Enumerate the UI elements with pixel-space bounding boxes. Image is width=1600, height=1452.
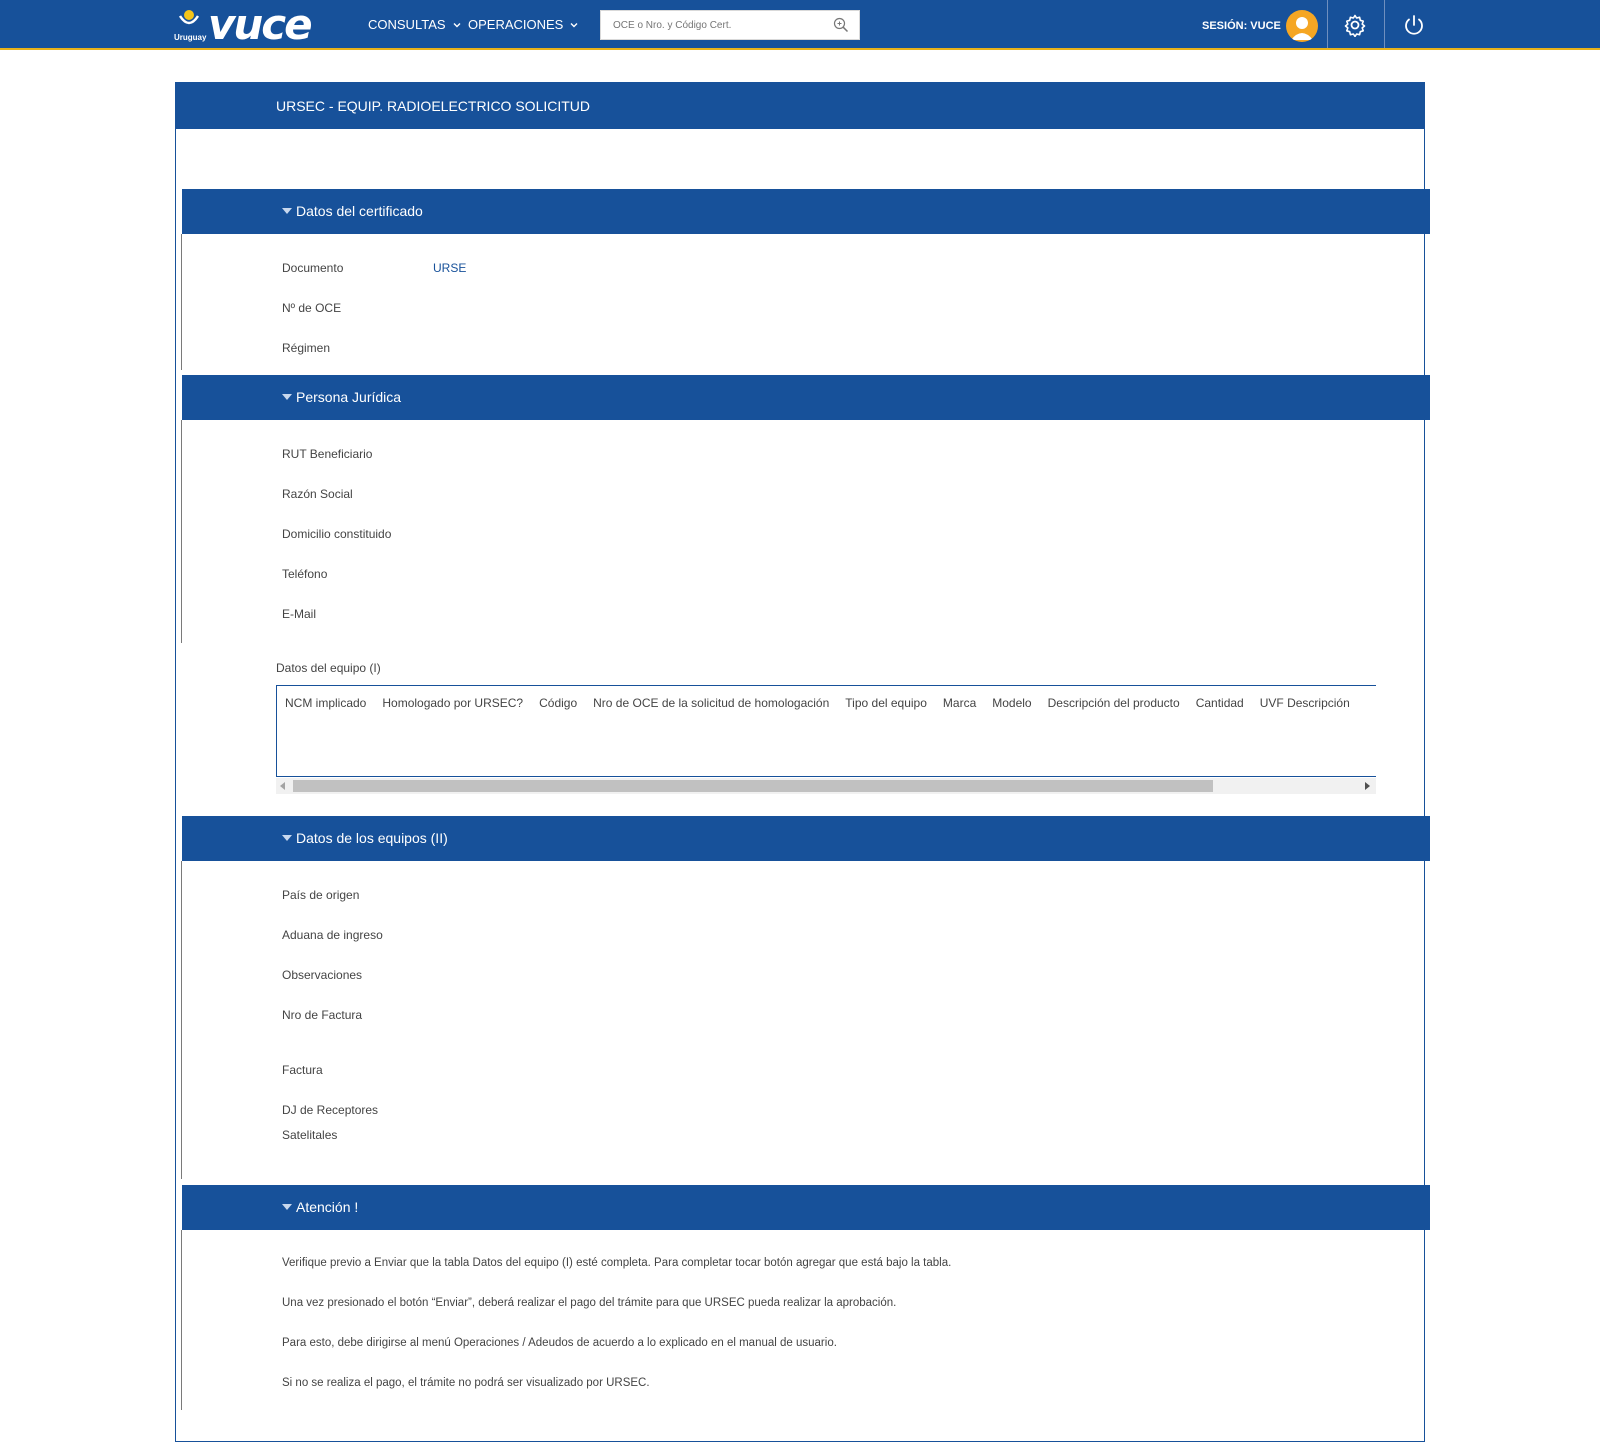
column-header[interactable]: UVF Descripción [1259, 696, 1350, 710]
field-label-pais-origen: País de origen [282, 888, 360, 902]
table-horizontal-scrollbar[interactable] [276, 778, 1376, 794]
field-label-email: E-Mail [282, 607, 317, 621]
column-header[interactable]: Código [539, 696, 578, 710]
user-avatar[interactable] [1286, 10, 1318, 42]
form-container [175, 82, 1425, 1442]
notice-line: Si no se realiza el pago, el trámite no podrá ser visualizado por URSEC. [282, 1377, 650, 1389]
field-label-oce: Nº de OCE [282, 301, 342, 315]
scroll-left-icon[interactable] [280, 782, 285, 790]
search-icon[interactable] [833, 17, 849, 33]
section-divider [181, 861, 182, 1179]
section-divider [181, 234, 182, 370]
gear-icon[interactable] [1343, 13, 1367, 37]
section-title: Datos de los equipos (II) [296, 830, 448, 846]
menu-consultas[interactable] [368, 17, 462, 32]
section-title: Datos del certificado [296, 203, 423, 219]
notice-line: Verifique previo a Enviar que la tabla Datos del equipo (I) esté completa. Para completar tocar botón agregar que está bajo la tabla. [282, 1257, 952, 1269]
caret-down-icon [282, 1204, 292, 1210]
field-label-telefono: Teléfono [282, 567, 328, 581]
field-value-documento: URSE [433, 261, 467, 275]
equipo-table [276, 685, 1376, 777]
column-header[interactable]: Cantidad [1195, 696, 1244, 710]
field-label-nro-factura: Nro de Factura [282, 1008, 363, 1022]
column-header[interactable]: Marca [942, 696, 977, 710]
top-navbar [0, 0, 1600, 50]
notice-line: Para esto, debe dirigirse al menú Operaciones / Adeudos de acuerdo a lo explicado en el manual de usuario. [282, 1337, 837, 1349]
scrollbar-thumb[interactable] [293, 780, 1213, 792]
section-divider [181, 420, 182, 643]
caret-down-icon [282, 835, 292, 841]
equipo-table-title: Datos del equipo (I) [276, 661, 381, 675]
search-input[interactable] [601, 11, 821, 39]
logo-country: Uruguay [174, 33, 207, 42]
chevron-down-icon [452, 20, 462, 30]
page-header [176, 83, 1424, 129]
section-equipos2-header[interactable] [182, 816, 1430, 861]
user-icon [1286, 10, 1318, 42]
section-title: Persona Jurídica [296, 389, 402, 405]
field-label-documento: Documento [282, 261, 344, 275]
column-header[interactable]: Tipo del equipo [845, 696, 927, 710]
field-label-satelitales: Satelitales [282, 1128, 338, 1142]
menu-operaciones[interactable] [468, 17, 579, 32]
page-title: URSEC - EQUIP. RADIOELECTRICO SOLICITUD [276, 98, 591, 114]
menu-operaciones-label: OPERACIONES [468, 17, 564, 32]
field-label-razon-social: Razón Social [282, 487, 353, 501]
session-label: SESIÓN: VUCE [1202, 20, 1281, 32]
logo-brand: vuce [208, 0, 311, 49]
field-label-rut: RUT Beneficiario [282, 447, 373, 461]
chevron-down-icon [569, 20, 579, 30]
field-label-regimen: Régimen [282, 341, 331, 355]
section-title: Atención ! [296, 1199, 359, 1215]
column-header[interactable]: Descripción del producto [1047, 696, 1180, 710]
vuce-logo[interactable] [172, 0, 322, 49]
nav-divider [1327, 0, 1328, 48]
section-persona-header[interactable] [182, 375, 1430, 420]
column-header[interactable]: Homologado por URSEC? [382, 696, 524, 710]
nav-divider [1384, 0, 1385, 48]
field-label-dj-receptores: DJ de Receptores [282, 1103, 379, 1117]
search-box [600, 10, 860, 40]
column-header[interactable]: NCM implicado [285, 696, 367, 710]
caret-down-icon [282, 394, 292, 400]
field-label-observaciones: Observaciones [282, 968, 363, 982]
column-header[interactable]: Nro de OCE de la solicitud de homologación [593, 696, 830, 710]
scroll-right-icon[interactable] [1365, 782, 1370, 790]
uruguay-emblem-icon [178, 8, 200, 28]
table-header-row [285, 696, 1366, 710]
power-icon[interactable] [1402, 13, 1426, 37]
column-header[interactable]: Modelo [992, 696, 1032, 710]
section-certificado-header[interactable] [182, 189, 1430, 234]
notice-line: Una vez presionado el botón “Enviar”, deberá realizar el pago del trámite para que URSEC pueda realizar la aprobación. [282, 1297, 897, 1309]
menu-consultas-label: CONSULTAS [368, 17, 446, 32]
field-label-domicilio: Domicilio constituido [282, 527, 392, 541]
field-label-aduana: Aduana de ingreso [282, 928, 383, 942]
field-label-factura: Factura [282, 1063, 323, 1077]
section-divider [181, 1230, 182, 1410]
caret-down-icon [282, 208, 292, 214]
section-atencion-header[interactable] [182, 1185, 1430, 1230]
